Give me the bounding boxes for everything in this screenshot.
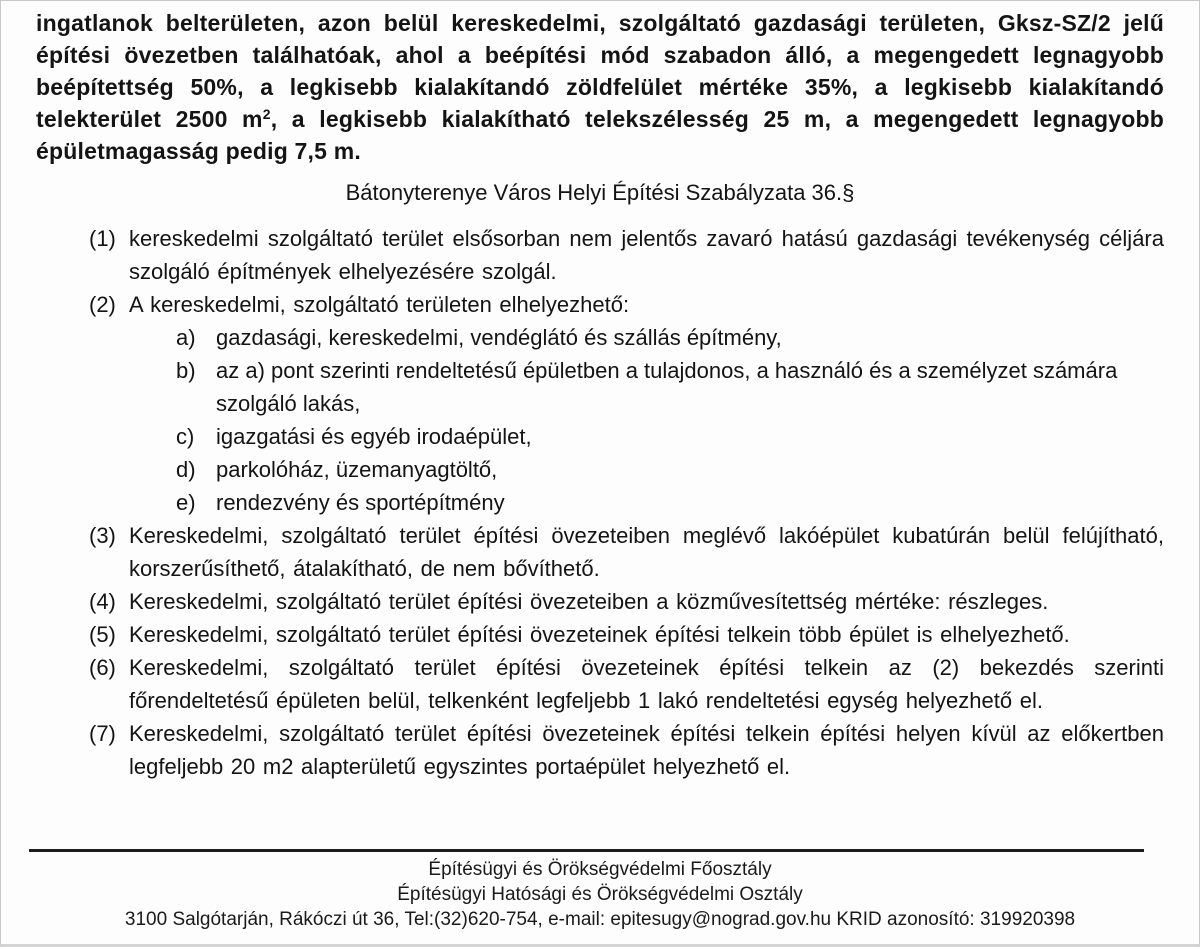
- list-item-text: Kereskedelmi, szolgáltató terület építési övezeteinek építési telkein építési helyen kívül az előkertben legfeljebb 20 m2 alapterületű egyszintes portaépület helyezhető el.: [129, 721, 1164, 779]
- footer-office: Építésügyi Hatósági és Örökségvédelmi Osztály: [397, 884, 803, 905]
- list-item-text: A kereskedelmi, szolgáltató területen elhelyezhető:: [129, 292, 630, 317]
- list-item-text: Kereskedelmi, szolgáltató terület építési övezeteiben a közművesítettség mértéke: részleges.: [129, 589, 1049, 614]
- list-item-text: kereskedelmi szolgáltató terület elsősorban nem jelentős zavaró hatású gazdasági tevékenység céljára szolgáló építmények elhelyezésére szolgál.: [129, 226, 1164, 284]
- intro-text-before-superscript: ingatlanok belterületen, azon belül kereskedelmi, szolgáltató gazdasági területen, Gksz-SZ/2 jelű építési övezetben találhatóak, ahol a beépítési mód szabadon álló, a megengedett legnagyobb beépítettség 50%, a legkisebb kialakítandó zöldfelület mértéke 35%, a legkisebb kialakítandó telekterület 2500 m: [36, 10, 1164, 132]
- intro-text-after-superscript: , a legkisebb kialakítható telekszélesség 25 m, a megengedett legnagyobb épületmagasság pedig 7,5 m.: [36, 106, 1164, 164]
- list-item-text: Kereskedelmi, szolgáltató terület építési övezeteinek építési telkein több épület is elhelyezhető.: [129, 622, 1070, 647]
- square-meter-superscript: 2: [262, 106, 271, 122]
- sub-item-letter: d): [176, 457, 196, 482]
- sub-item-text: az a) pont szerinti rendeltetésű épületben a tulajdonos, a használó és a személyzet számára szolgáló lakás,: [216, 358, 1118, 416]
- sub-item-text: rendezvény és sportépítmény: [216, 490, 505, 515]
- sub-item-letter: b): [176, 358, 196, 383]
- sub-item-letter: a): [176, 325, 196, 350]
- sub-list-item: [36, 486, 1164, 519]
- sub-item-letter: c): [176, 424, 195, 449]
- sub-list-item: [36, 420, 1164, 453]
- sub-item-text: gazdasági, kereskedelmi, vendéglátó és szállás építmény,: [216, 325, 782, 350]
- document-content: [1, 1, 1199, 783]
- list-item: [36, 222, 1164, 288]
- sub-list-item: [36, 354, 1164, 420]
- list-item-number: (3): [89, 523, 116, 548]
- list-item-number: (2): [89, 292, 116, 317]
- intro-paragraph: [36, 7, 1164, 167]
- section-title: Bátonyterenye Város Helyi Építési Szabályzata 36.§: [345, 180, 855, 205]
- sub-list-item: [36, 321, 1164, 354]
- footer-contact: 3100 Salgótarján, Rákóczi út 36, Tel:(32)620-754, e-mail: epitesugy@nograd.gov.hu KRID azonosító: 319920398: [124, 909, 1076, 930]
- list-item-number: (6): [89, 655, 116, 680]
- list-item: [36, 288, 1164, 321]
- numbered-paragraph-list: [36, 222, 1164, 783]
- footer-separator-line: [29, 849, 1144, 852]
- sub-item-text: igazgatási és egyéb irodaépület,: [216, 424, 532, 449]
- list-item-number: (5): [89, 622, 116, 647]
- list-item-text: Kereskedelmi, szolgáltató terület építési övezeteiben meglévő lakóépület kubatúrán belül felújítható, korszerűsíthető, átalakítható, de nem bővíthető.: [129, 523, 1164, 581]
- list-item: [36, 618, 1164, 651]
- list-item-text: Kereskedelmi, szolgáltató terület építési övezeteinek építési telkein az (2) bekezdés szerinti főrendeltetésű épületen belül, telkenként legfeljebb 1 lakó rendeltetési egység helyezhető el.: [129, 655, 1164, 713]
- list-item-number: (4): [89, 589, 116, 614]
- list-item: [36, 651, 1164, 717]
- list-item-number: (7): [89, 721, 116, 746]
- list-item-number: (1): [89, 226, 116, 251]
- sub-item-text: parkolóház, üzemanyagtöltő,: [216, 457, 498, 482]
- footer-department: Építésügyi és Örökségvédelmi Főosztály: [428, 859, 772, 880]
- list-item: [36, 519, 1164, 585]
- sub-item-letter: e): [176, 490, 196, 515]
- list-item: [36, 585, 1164, 618]
- sub-list-item: [36, 453, 1164, 486]
- list-item: [36, 717, 1164, 783]
- page-footer: [1, 849, 1199, 932]
